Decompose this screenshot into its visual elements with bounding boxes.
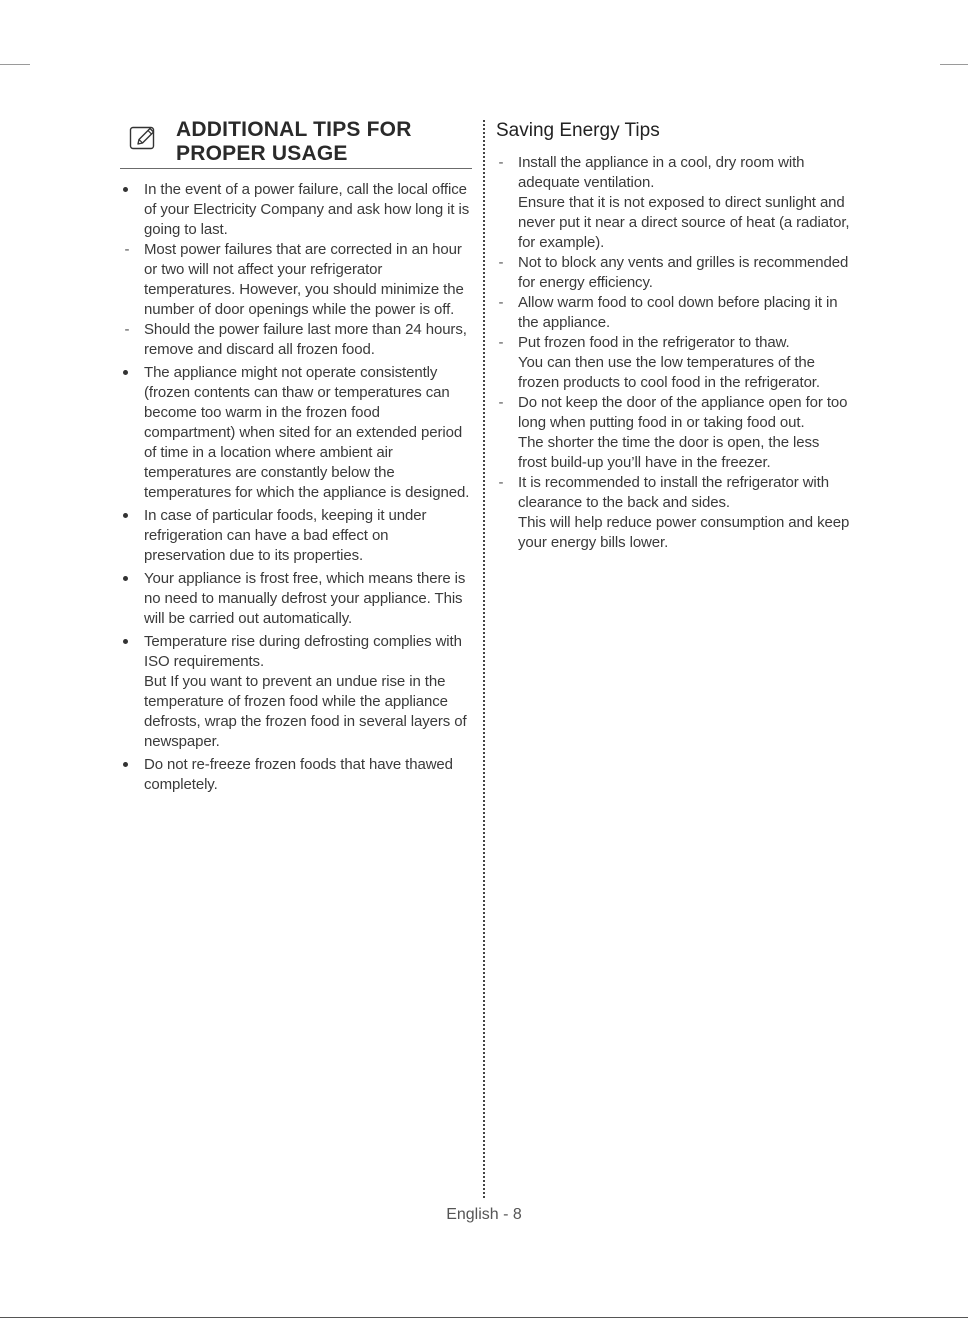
- list-item: [120, 569, 472, 629]
- list-item-text: In case of particular foods, keeping it under refrigeration can have a bad effect on preservation due to its properties.: [144, 507, 427, 564]
- list-item-text: Should the power failure last more than 24 hours, remove and discard all frozen food.: [144, 321, 467, 358]
- saving-energy-section: [496, 118, 851, 553]
- dash-marker: -: [498, 154, 504, 171]
- list-item-text: Most power failures that are corrected in an hour or two will not affect your refrigerator temperatures. However, you should minimize the number of door openings while the power is off.: [144, 241, 464, 318]
- additional-tips-list: [120, 180, 472, 795]
- list-item-text: The shorter the time the door is open, the less frost build-up you’ll have in the freezer.: [518, 434, 820, 471]
- list-item: [120, 240, 472, 320]
- list-item-text: Do not re-freeze frozen foods that have thawed completely.: [144, 756, 453, 793]
- list-item-text: It is recommended to install the refrigerator with clearance to the back and sides.: [518, 474, 829, 511]
- list-item: [120, 180, 472, 240]
- list-item-text: In the event of a power failure, call the local office of your Electricity Company and ask how long it is going to last.: [144, 181, 470, 238]
- column-divider: [483, 120, 485, 1198]
- dash-marker: -: [498, 254, 504, 271]
- list-item: [496, 473, 851, 553]
- list-item-text: But If you want to prevent an undue rise in the temperature of frozen food while the appliance defrosts, wrap the frozen food in several layers of newspaper.: [144, 673, 467, 750]
- additional-tips-section: [120, 118, 472, 795]
- dash-marker: -: [498, 394, 504, 411]
- page-title: [176, 118, 472, 166]
- list-item-text: Install the appliance in a cool, dry room with adequate ventilation.: [518, 154, 805, 191]
- list-item: [120, 363, 472, 503]
- list-item-text: The appliance might not operate consistently (frozen contents can thaw or temperatures can become too warm in the frozen food compartment) when sited for an extended period of time in a location where ambient air temperatures are constantly below the temperatures for which the appliance is designed.: [144, 364, 470, 501]
- dash-marker: -: [124, 241, 130, 258]
- list-item: [120, 755, 472, 795]
- list-item-text: This will help reduce power consumption and keep your energy bills lower.: [518, 514, 850, 551]
- list-item-text: Put frozen food in the refrigerator to thaw.: [518, 334, 790, 351]
- list-item-text: Allow warm food to cool down before placing it in the appliance.: [518, 294, 838, 331]
- list-item-text: You can then use the low temperatures of the frozen products to cool food in the refrigerator.: [518, 354, 820, 391]
- list-item-text: Ensure that it is not exposed to direct sunlight and never put it near a direct source of heat (a radiator, for example).: [518, 194, 850, 251]
- dash-marker: -: [124, 321, 130, 338]
- list-item: [120, 632, 472, 752]
- list-item-text: Not to block any vents and grilles is recommended for energy efficiency.: [518, 254, 849, 291]
- list-item-text: Do not keep the door of the appliance open for too long when putting food in or taking food out.: [518, 394, 848, 431]
- list-item: [496, 253, 851, 293]
- list-item: [496, 153, 851, 253]
- section-heading-block: [120, 118, 472, 169]
- title-line-1: ADDITIONAL TIPS FOR: [176, 118, 412, 141]
- crop-mark-right: [940, 64, 968, 65]
- title-line-2: PROPER USAGE: [176, 142, 348, 165]
- page-footer: English - 8: [446, 1206, 522, 1223]
- dash-marker: -: [498, 334, 504, 351]
- dash-marker: -: [498, 474, 504, 491]
- list-item: [496, 393, 851, 473]
- crop-mark-left: [0, 64, 30, 65]
- list-item: [496, 293, 851, 333]
- list-item: [120, 320, 472, 360]
- list-item: [496, 333, 851, 393]
- list-item-text: Your appliance is frost free, which means there is no need to manually defrost your appliance. This will be carried out automatically.: [144, 570, 466, 627]
- list-item: [120, 506, 472, 566]
- saving-energy-heading: Saving Energy Tips: [496, 120, 660, 141]
- list-item-text: Temperature rise during defrosting complies with ISO requirements.: [144, 633, 462, 670]
- bottom-rule: [0, 1317, 968, 1318]
- saving-energy-list: [496, 153, 851, 553]
- dash-marker: -: [498, 294, 504, 311]
- note-pencil-icon: [128, 122, 158, 152]
